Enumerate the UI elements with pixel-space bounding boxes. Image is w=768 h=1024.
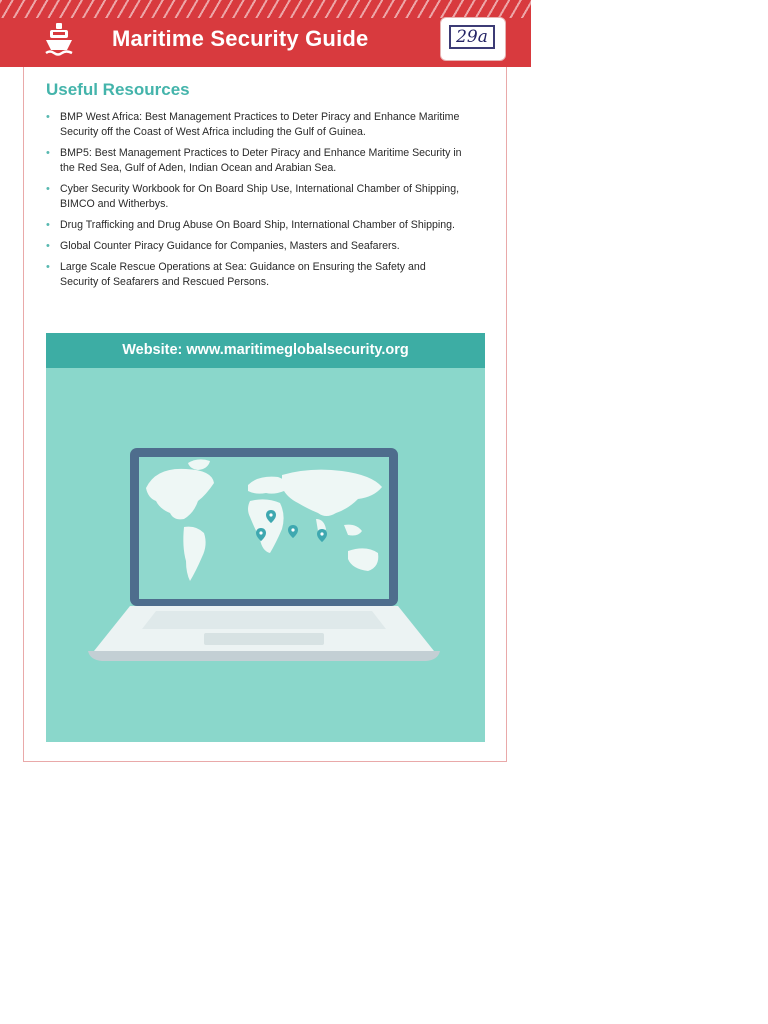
section-title: Useful Resources [46, 80, 190, 99]
laptop-front-edge [88, 651, 440, 661]
resource-item: • Large Scale Rescue Operations at Sea: Guidance on Ensuring the Safety and Security of Seafarers and Rescued Persons. [46, 260, 466, 290]
document-title: Maritime Security Guide [112, 26, 369, 51]
laptop-trackpad [204, 633, 324, 645]
website-banner: Website: www.maritimeglobalsecurity.org [46, 333, 485, 368]
resource-item: • BMP5: Best Management Practices to Deter Piracy and Enhance Maritime Security in the Red Sea, Gulf of Aden, Indian Ocean and Arabian Sea. [46, 146, 466, 176]
resource-item: • Cyber Security Workbook for On Board Ship Use, International Chamber of Shipping, BIMCO and Witherbys. [46, 182, 466, 212]
ship-icon [44, 22, 74, 58]
laptop-illustration [86, 443, 442, 668]
resource-item: • BMP West Africa: Best Management Practices to Deter Piracy and Enhance Maritime Security off the Coast of West Africa including the Gulf of Guinea. [46, 110, 466, 140]
page-tag: 29a [449, 25, 495, 49]
resource-item: • Global Counter Piracy Guidance for Companies, Masters and Seafarers. [46, 239, 466, 254]
header-hatch-pattern [0, 0, 531, 18]
page-tag-box [440, 17, 506, 61]
resource-item: • Drug Trafficking and Drug Abuse On Board Ship, International Chamber of Shipping. [46, 218, 466, 233]
resource-list [46, 110, 466, 296]
website-panel [46, 333, 485, 742]
header-bar [0, 0, 531, 67]
